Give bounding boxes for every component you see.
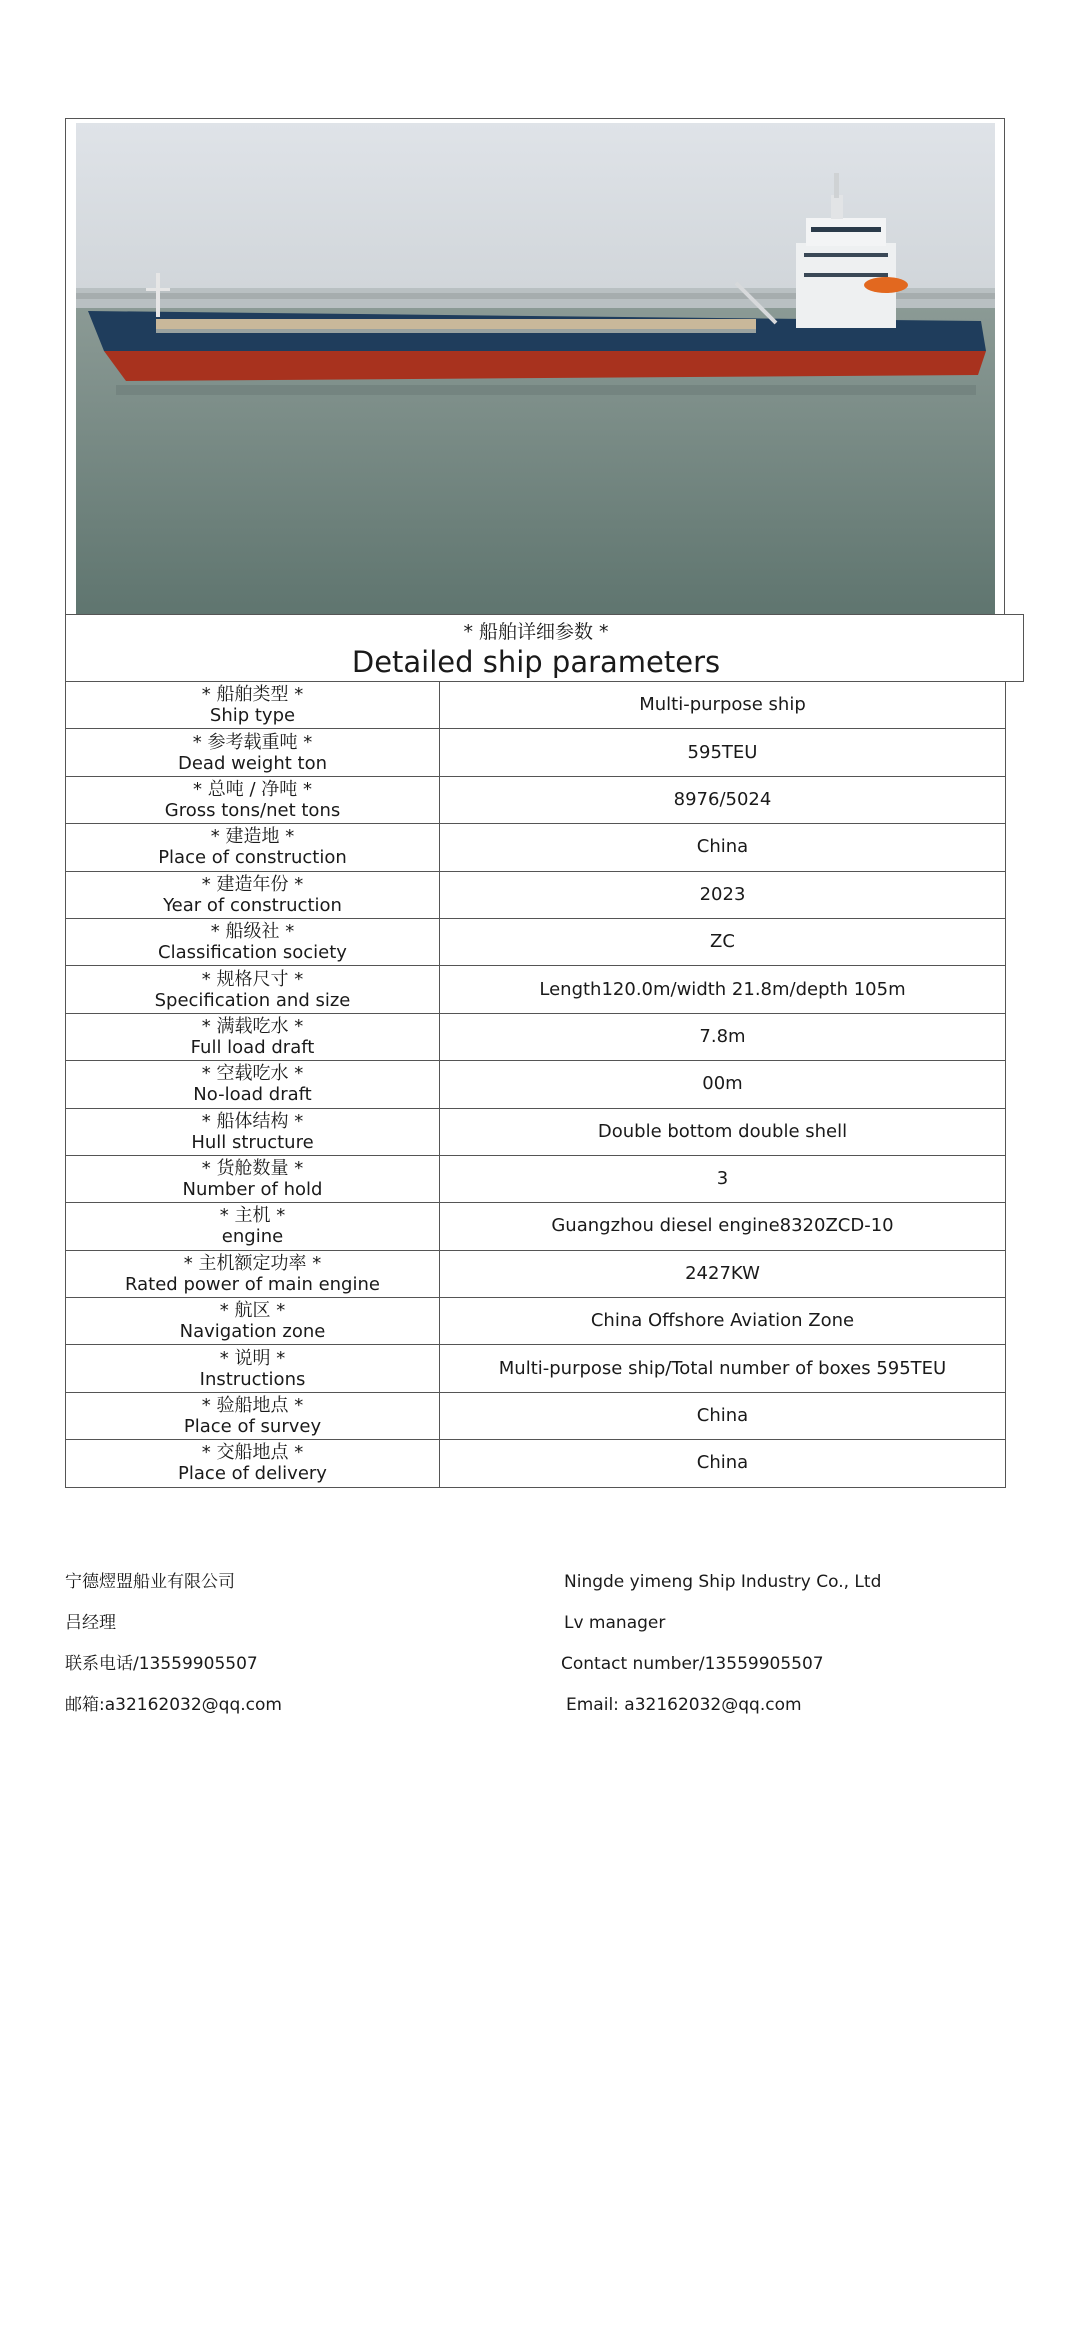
param-label-en: Dead weight ton [177,752,327,774]
param-label-en: Year of construction [163,894,342,916]
param-row [66,1108,1006,1155]
email-cn: 邮箱:a32162032@qq.com [65,1695,282,1715]
param-label-en: engine [221,1226,284,1248]
param-label-cn: * 规格尺寸 * [201,968,304,990]
param-value: 3 [440,1155,1006,1202]
param-label-cn: * 总吨 / 净吨 * [193,778,312,800]
company-name-cn: 宁德熤盟船业有限公司 [65,1572,235,1592]
param-value: 8976/5024 [440,776,1006,823]
param-value: 2023 [440,871,1006,918]
param-label-cn: * 交船地点 * [201,1442,304,1464]
param-row [66,1203,1006,1250]
manager-cn: 吕经理 [65,1613,116,1633]
email-en: Email: a32162032@qq.com [566,1695,802,1715]
param-label-en: Instructions [199,1368,306,1390]
param-value: 7.8m [440,1013,1006,1060]
param-label [66,1440,440,1487]
param-label [66,1061,440,1108]
param-row [66,1392,1006,1439]
param-label-cn: * 空载吃水 * [201,1063,304,1085]
param-label [66,729,440,776]
param-label-en: Navigation zone [179,1321,326,1343]
param-label-cn: * 船舶类型 * [201,684,304,706]
param-label [66,1013,440,1060]
param-value: Double bottom double shell [440,1108,1006,1155]
param-label-cn: * 建造地 * [210,826,295,848]
param-label-cn: * 验船地点 * [201,1395,304,1417]
param-label [66,871,440,918]
param-row [66,1013,1006,1060]
param-row [66,824,1006,871]
param-value: Multi-purpose ship/Total number of boxes 595TEU [440,1345,1006,1392]
param-label [66,1155,440,1202]
param-label-cn: * 船级社 * [210,921,295,943]
param-row [66,729,1006,776]
param-value: 595TEU [440,729,1006,776]
param-row [66,871,1006,918]
param-row [66,682,1006,729]
param-value: Length120.0m/width 21.8m/depth 105m [440,966,1006,1013]
param-row [66,776,1006,823]
param-label-en: Place of construction [158,847,347,869]
param-row [66,966,1006,1013]
param-value: China Offshore Aviation Zone [440,1298,1006,1345]
param-label [66,966,440,1013]
param-label-cn: * 满载吃水 * [201,1015,304,1037]
param-value: China [440,1392,1006,1439]
param-label-cn: * 主机 * [219,1205,286,1227]
param-row [66,1298,1006,1345]
param-label-en: Place of delivery [178,1463,327,1485]
param-label [66,1203,440,1250]
param-value: ZC [440,918,1006,965]
param-label-en: Hull structure [191,1131,314,1153]
param-value: Multi-purpose ship [440,682,1006,729]
title-english: Detailed ship parameters [351,645,721,679]
title-chinese: * 船舶详细参数 * [463,621,609,643]
param-label-cn: * 航区 * [219,1300,286,1322]
phone-cn: 联系电话/13559905507 [65,1654,258,1674]
param-row [66,1250,1006,1297]
param-row [66,1440,1006,1487]
param-label-en: Rated power of main engine [125,1273,380,1295]
ship-parameters-table [65,681,1006,1488]
param-row [66,1155,1006,1202]
param-label [66,682,440,729]
param-row [66,918,1006,965]
param-row [66,1345,1006,1392]
param-label-cn: * 参考载重吨 * [192,731,313,753]
manager-en: Lv manager [564,1613,666,1633]
param-label [66,1108,440,1155]
parameters-title-box [65,614,1024,682]
param-row [66,1061,1006,1108]
param-label [66,1392,440,1439]
ship-photo [76,123,995,615]
param-label-cn: * 货舱数量 * [201,1158,304,1180]
param-value: 00m [440,1061,1006,1108]
param-label [66,1345,440,1392]
param-label-cn: * 船体结构 * [201,1110,304,1132]
param-label-en: No-load draft [193,1084,312,1106]
param-label-cn: * 主机额定功率 * [183,1252,322,1274]
param-label [66,824,440,871]
param-label-en: Place of survey [183,1416,322,1438]
phone-en: Contact number/13559905507 [561,1654,824,1674]
param-value: China [440,1440,1006,1487]
ship-photo-frame [65,118,1005,615]
param-label [66,1250,440,1297]
param-label-en: Number of hold [182,1179,323,1201]
param-label-en: Gross tons/net tons [164,799,341,821]
param-label-en: Full load draft [190,1036,315,1058]
param-value: China [440,824,1006,871]
param-label-en: Ship type [209,705,296,727]
param-label-en: Specification and size [154,989,351,1011]
param-label-cn: * 建造年份 * [201,873,304,895]
param-label [66,776,440,823]
param-label [66,1298,440,1345]
company-name-en: Ningde yimeng Ship Industry Co., Ltd [564,1572,882,1592]
param-label-cn: * 说明 * [219,1347,286,1369]
param-value: Guangzhou diesel engine8320ZCD-10 [440,1203,1006,1250]
param-value: 2427KW [440,1250,1006,1297]
param-label [66,918,440,965]
param-label-en: Classification society [158,942,347,964]
